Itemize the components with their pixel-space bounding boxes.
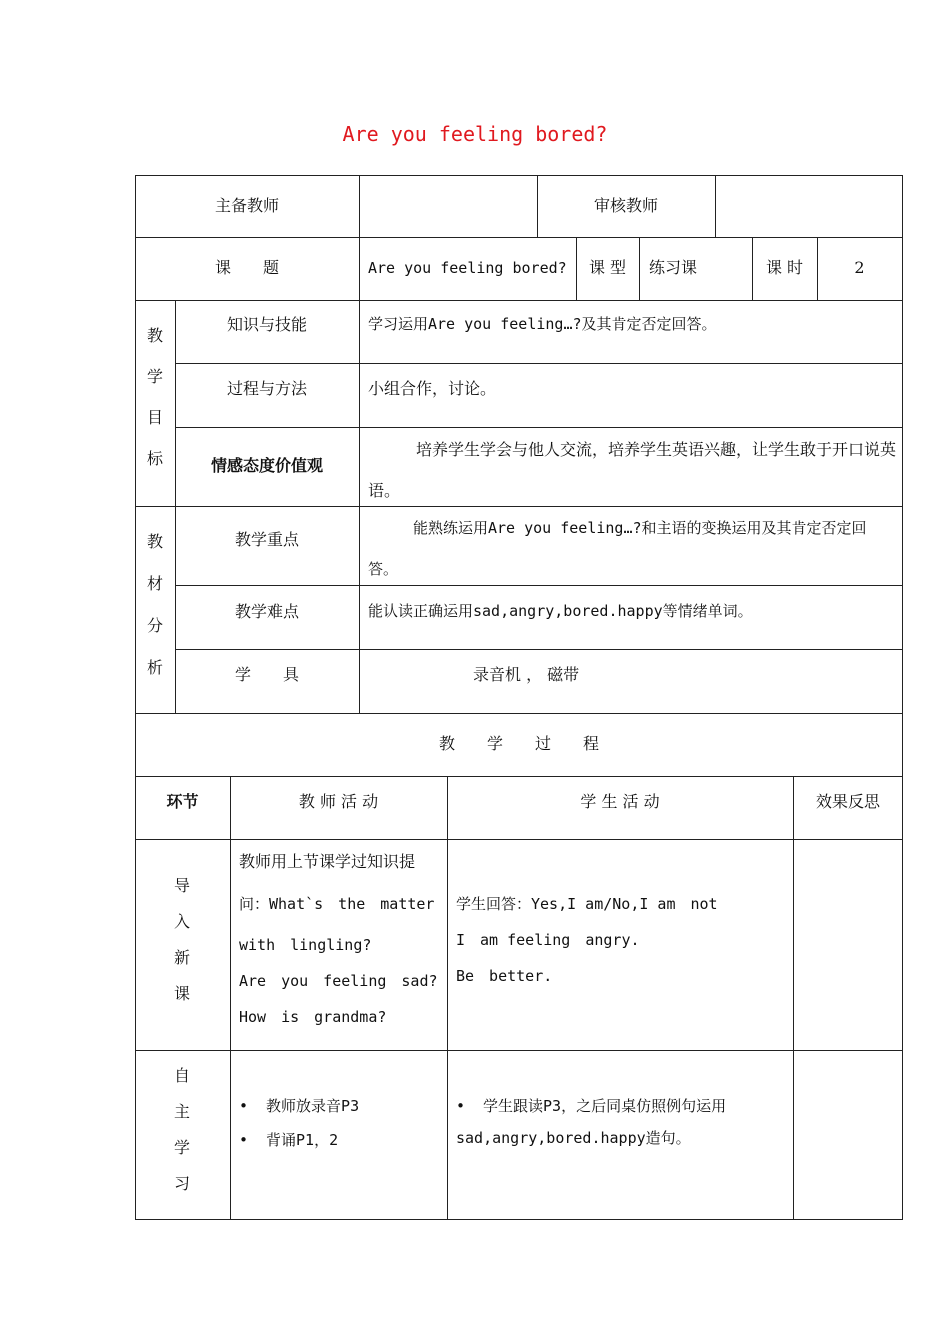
- analysis-label-key-point: 教学重点: [234, 530, 299, 549]
- analysis-text-tools: 录音机 ， 磁带: [473, 665, 580, 684]
- goal-label-process: 过程与方法: [226, 379, 307, 398]
- analysis-label-difficulty: 教学难点: [234, 602, 299, 621]
- review-teacher-label: 审核教师: [593, 195, 658, 215]
- col-divider: [639, 237, 640, 300]
- main-teacher-value: [359, 175, 537, 237]
- list-item: • 背诵P1，2: [239, 1130, 339, 1149]
- bullet-icon: •: [239, 1130, 249, 1149]
- review-teacher-value: [715, 175, 902, 237]
- lesson-plan-table: [135, 175, 903, 1220]
- col-divider: [175, 300, 176, 713]
- analysis-text-difficulty: 能认读正确运用sad,angry,bored.happy等情绪单词。: [368, 602, 753, 620]
- column-header-reflection: 效果反思: [815, 792, 880, 811]
- column-header-teacher: 教 师 活 动: [298, 792, 379, 811]
- lesson-hours-value: 2: [854, 258, 865, 278]
- list-item: • 学生跟读P3，之后同桌仿照例句运用: [456, 1097, 727, 1115]
- lesson-type-label: 课 型: [588, 258, 627, 278]
- stage-introduction: 导 入 新 课: [173, 876, 190, 1003]
- goal-label-attitude: 情感态度价值观: [210, 456, 323, 476]
- analysis-label-tools: 学 具: [234, 665, 299, 684]
- document-title: Are you feeling bored?: [342, 122, 608, 146]
- teacher-activity-self-study: [239, 1097, 444, 1164]
- row-divider: [135, 1050, 903, 1051]
- goal-label-knowledge: 知识与技能: [226, 315, 307, 334]
- list-item: • 教师放录音P3: [239, 1097, 360, 1115]
- goals-group-label: 教 学 目 标: [146, 326, 163, 468]
- stage-self-study: 自 主 学 习: [173, 1066, 190, 1193]
- topic-label: 课 题: [214, 258, 279, 278]
- column-header-stage: 环节: [166, 792, 199, 811]
- analysis-text-key-point: 能熟练运用Are you feeling…?和主语的变换运用及其肯定否定回答。: [368, 519, 867, 578]
- student-activity-introduction: 学生回答：Yes,I am/No,I am not I am feeling angry. Be better.: [456, 895, 718, 985]
- goal-text-knowledge: 学习运用Are you feeling…?及其肯定否定回答。: [368, 315, 717, 333]
- bullet-icon: •: [456, 1097, 466, 1115]
- reflection-introduction: [793, 839, 903, 1050]
- reflection-self-study: [793, 1050, 903, 1219]
- lesson-hours-label: 课 时: [765, 258, 804, 278]
- lesson-type-value: 练习课: [649, 258, 698, 278]
- teacher-activity-introduction: 教师用上节课学过知识提 问：What`s the matter with lingling? Are you feeling sad? How is grandma?: [239, 852, 438, 1026]
- topic-value: Are you feeling bored?: [368, 258, 567, 277]
- row-divider: [175, 649, 903, 650]
- bullet-icon: •: [239, 1097, 249, 1115]
- goal-text-attitude: 培养学生学会与他人交流，培养学生英语兴趣，让学生敢于开口说英语。: [368, 440, 897, 500]
- column-header-student: 学 生 活 动: [580, 792, 660, 811]
- process-heading: 教 学 过 程: [438, 734, 599, 754]
- row-divider: [175, 363, 903, 364]
- row-divider: [135, 300, 903, 301]
- col-divider: [359, 175, 360, 713]
- student-activity-self-study: • 学生跟读P3，之后同桌仿照例句运用 sad,angry,bored.happy造句。: [456, 1097, 790, 1148]
- table-border-bottom: [135, 1219, 903, 1220]
- main-teacher-label: 主备教师: [214, 195, 279, 215]
- goal-text-process: 小组合作，讨论。: [368, 379, 497, 398]
- analysis-group-label: 教 材 分 析: [146, 532, 163, 677]
